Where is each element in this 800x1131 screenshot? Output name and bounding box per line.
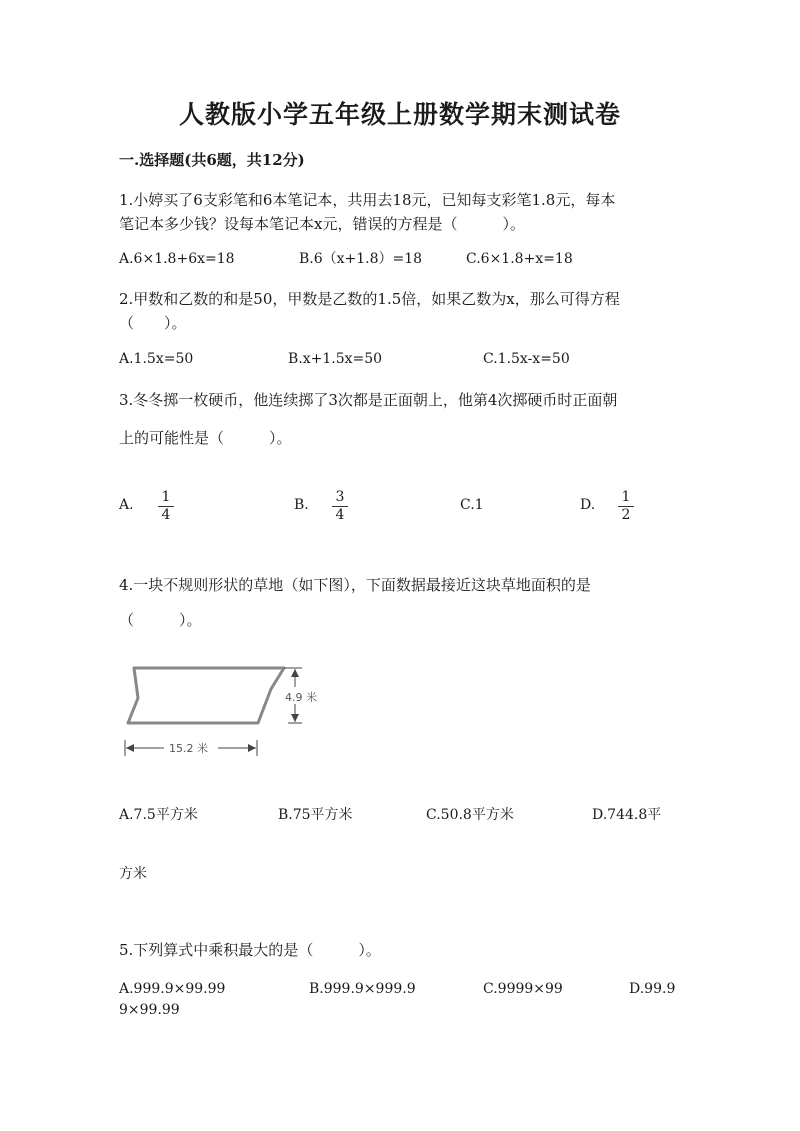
option-d-fraction — [618, 490, 634, 523]
question-4-option-b[interactable]: B.75平方米 — [278, 807, 353, 823]
question-1-option-b[interactable]: B.6（x+1.8）=18 — [299, 251, 423, 267]
option-d-label: D. — [580, 497, 596, 513]
width-label: 15.2 米 — [169, 742, 208, 755]
height-arrow-down-head — [291, 714, 299, 722]
question-2-line-1: 2.甲数和乙数的和是50，甲数是乙数的1.5倍，如果乙数为x，那么可得方程 — [119, 290, 620, 308]
question-2-option-a[interactable]: A.1.5x=50 — [119, 351, 194, 367]
page-title: 人教版小学五年级上册数学期末测试卷 — [178, 100, 621, 129]
fraction-numerator: 3 — [335, 489, 345, 505]
question-3-option-b[interactable] — [294, 495, 309, 515]
height-label: 4.9 米 — [285, 691, 317, 704]
width-arrow-right-head — [248, 744, 256, 752]
question-2-option-c[interactable]: C.1.5x-x=50 — [483, 351, 570, 367]
question-5-option-d[interactable]: D.99.9 — [629, 981, 676, 997]
height-arrow-up-head — [291, 669, 299, 677]
question-4-line-1: 4.一块不规则形状的草地（如下图），下面数据最接近这块草地面积的是 — [119, 576, 591, 594]
option-a-label: A. — [119, 497, 134, 513]
question-3-option-a[interactable] — [119, 495, 134, 515]
option-a-fraction — [158, 490, 174, 523]
fraction-numerator: 1 — [161, 489, 171, 505]
question-1-option-c[interactable]: C.6×1.8+x=18 — [466, 251, 573, 267]
question-4-line-2: （ ）。 — [119, 611, 202, 629]
question-5-option-d-wrap: 9×99.99 — [119, 1002, 180, 1018]
fraction-denominator: 4 — [335, 507, 345, 523]
irregular-shape — [128, 668, 284, 723]
question-3-option-c[interactable]: C.1 — [460, 497, 484, 513]
width-arrow-left-head — [126, 744, 134, 752]
question-4-option-d[interactable]: D.744.8平 — [592, 807, 662, 823]
question-3-line-2: 上的可能性是（ ）。 — [119, 429, 292, 447]
question-4-option-d-wrap: 方米 — [119, 866, 147, 882]
option-b-fraction — [332, 490, 348, 523]
section-heading: 一.选择题(共6题，共12分) — [119, 151, 305, 169]
question-1-line-2: 笔记本多少钱？设每本笔记本x元，错误的方程是（ ）。 — [119, 215, 525, 233]
question-2-line-2: （ ）。 — [119, 314, 187, 332]
fraction-denominator: 2 — [621, 507, 631, 523]
question-5-option-b[interactable]: B.999.9×999.9 — [309, 981, 416, 997]
question-1-option-a[interactable]: A.6×1.8+6x=18 — [119, 251, 235, 267]
fraction-numerator: 1 — [621, 489, 631, 505]
question-2-option-b[interactable]: B.x+1.5x=50 — [288, 351, 383, 367]
question-3-option-d[interactable] — [580, 495, 595, 515]
question-1-line-1: 1.小婷买了6支彩笔和6本笔记本，共用去18元，已知每支彩笔1.8元，每本 — [119, 191, 616, 209]
question-4-option-c[interactable]: C.50.8平方米 — [426, 807, 514, 823]
question-5-option-c[interactable]: C.9999×99 — [483, 981, 563, 997]
fraction-denominator: 4 — [161, 507, 171, 523]
question-5-line-1: 5.下列算式中乘积最大的是（ ）。 — [119, 941, 381, 959]
option-b-label: B. — [294, 497, 309, 513]
question-3-line-1: 3.冬冬掷一枚硬币，他连续掷了3次都是正面朝上，他第4次掷硬币时正面朝 — [119, 391, 618, 409]
grassland-figure — [118, 660, 338, 760]
question-5-option-a[interactable]: A.999.9×99.99 — [119, 981, 226, 997]
question-4-option-a[interactable]: A.7.5平方米 — [119, 807, 198, 823]
